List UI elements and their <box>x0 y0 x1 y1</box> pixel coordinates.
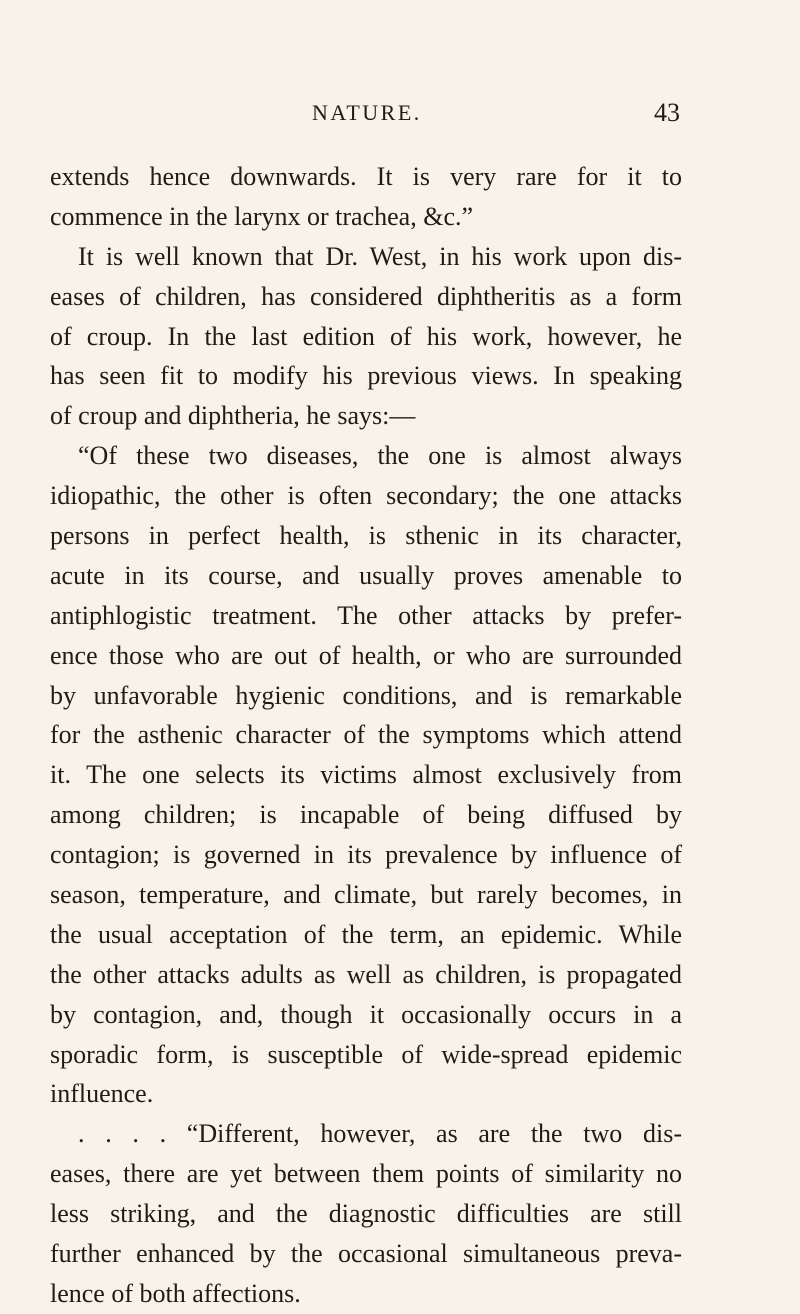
text-line: ence those who are out of health, or who are surrounded <box>50 640 682 670</box>
text-line: by unfavorable hygienic conditions, and is remarkable <box>50 680 682 710</box>
text-line: eases of children, has considered diphtheritis as a form <box>50 281 682 311</box>
text-line: by contagion, and, though it occasionally occurs in a <box>50 999 682 1029</box>
text-line: it. The one selects its victims almost exclusively from <box>50 760 682 790</box>
text-line: “Of these two diseases, the one is almost always <box>78 441 682 471</box>
text-line: extends hence downwards. It is very rare for it to <box>50 162 682 191</box>
text-line: idiopathic, the other is often secondary; the one attacks <box>50 481 682 511</box>
text-line: antiphlogistic treatment. The other attacks by prefer- <box>50 600 682 630</box>
text-line: less striking, and the diagnostic difficulties are still <box>50 1199 682 1229</box>
text-line: of croup and diphtheria, he says:— <box>50 401 416 431</box>
text-line: sporadic form, is susceptible of wide-spread epidemic <box>50 1039 682 1069</box>
text-line: has seen fit to modify his previous views. In speaking <box>50 361 682 391</box>
text-line: influence. <box>50 1079 154 1109</box>
running-head <box>300 100 680 140</box>
text-line: acute in its course, and usually proves amenable to <box>50 560 682 590</box>
text-line: lence of both affections. <box>50 1278 301 1308</box>
text-line: the usual acceptation of the term, an epidemic. While <box>50 919 682 949</box>
text-line: It is well known that Dr. West, in his work upon dis- <box>78 241 682 271</box>
text-line: the other attacks adults as well as children, is propagated <box>50 959 682 989</box>
text-line: of croup. In the last edition of his work, however, he <box>50 321 682 351</box>
text-line: contagion; is governed in its prevalence by influence of <box>50 840 682 870</box>
text-line: eases, there are yet between them points of similarity no <box>50 1159 682 1189</box>
body-text <box>50 157 682 1314</box>
text-line: persons in perfect health, is sthenic in its character, <box>50 521 682 551</box>
text-line: . . . . “Different, however, as are the two dis- <box>78 1119 682 1149</box>
text-line: season, temperature, and climate, but rarely becomes, in <box>50 880 682 910</box>
text-line: further enhanced by the occasional simultaneous preva- <box>50 1239 682 1269</box>
text-line: among children; is incapable of being diffused by <box>50 800 682 830</box>
text-line: commence in the larynx or trachea, &c.” <box>50 201 474 231</box>
page-number: 43 <box>654 98 680 127</box>
text-line: for the asthenic character of the symptoms which attend <box>50 720 682 750</box>
running-title: NATURE. <box>312 100 422 125</box>
